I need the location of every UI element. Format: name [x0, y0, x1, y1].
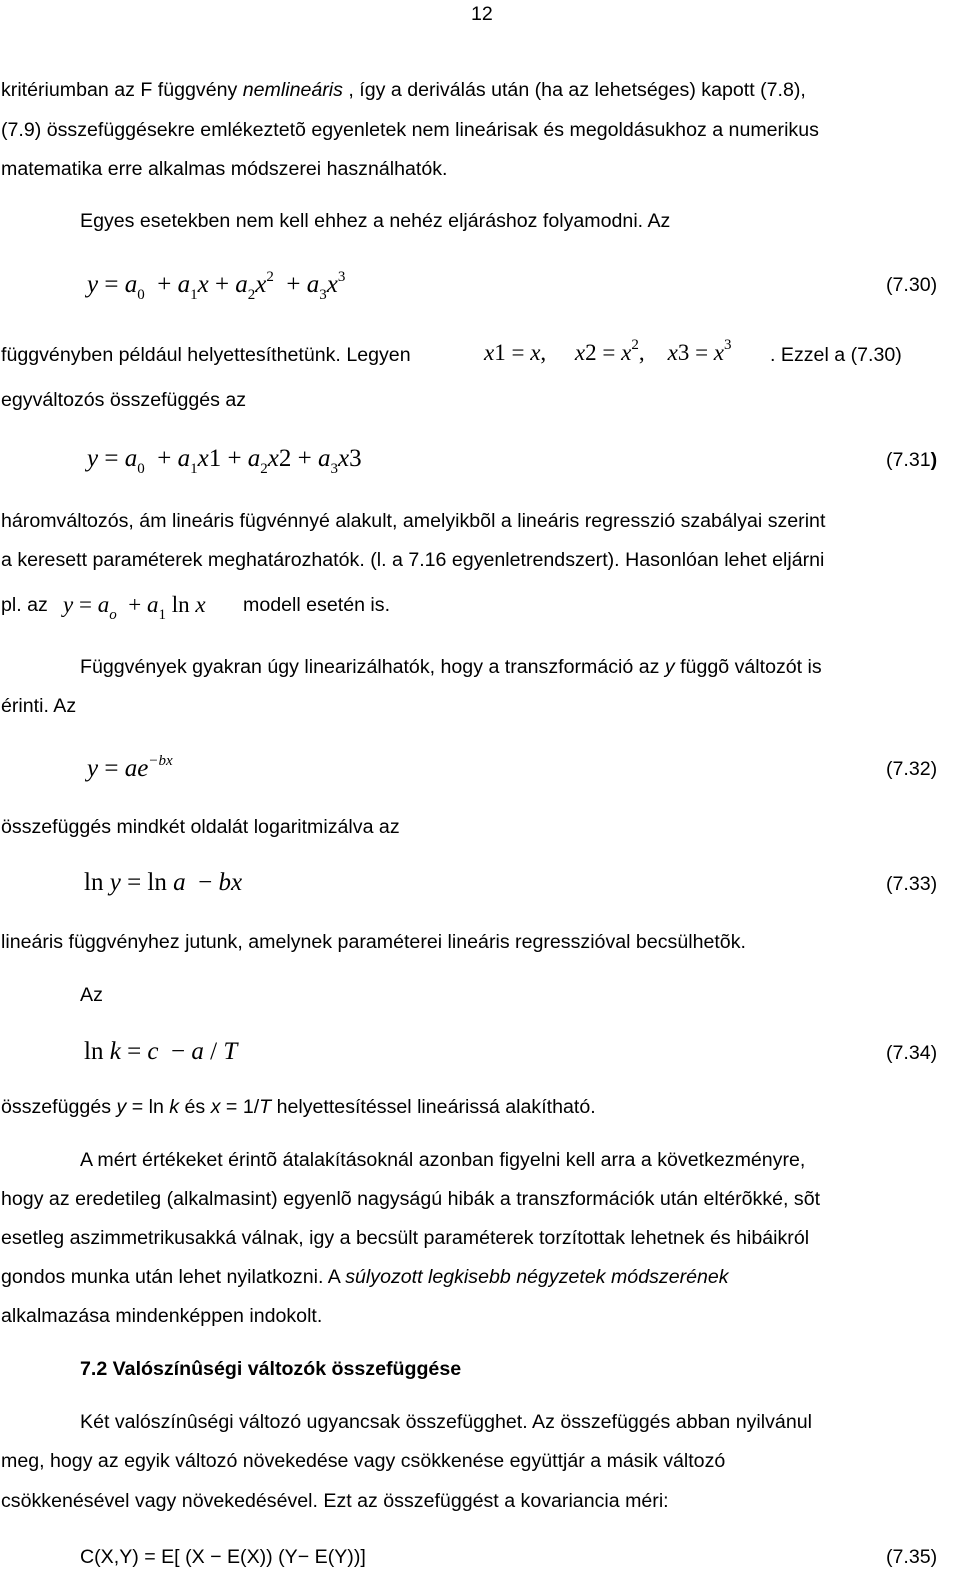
equation-7-33: ln y = ln a − bx [84, 869, 243, 896]
paragraph-line: hogy az eredetileg (alkalmasint) egyenlõ nagyságú hibák a transzformációk után eltérõkké, sõt [1, 1188, 821, 1210]
equation-number: (7.31) [886, 449, 938, 471]
paragraph-line: (7.9) összefüggésekre emlékeztetõ egyenletek nem lineárisak és megoldásukhoz a numerikus [1, 119, 819, 141]
equation-7-34: ln k = c − a / T [84, 1038, 238, 1065]
equation-7-32: $y = ae^{-bx}$ [87, 753, 173, 782]
paragraph-line: alkalmazása mindenképpen indokolt. [1, 1305, 323, 1327]
paragraph-line: csökkenésével vagy növekedésével. Ezt az összefüggést a kovariancia méri: [1, 1490, 669, 1512]
page-number: 12 [471, 3, 493, 25]
equation-number: (7.34) [886, 1042, 938, 1064]
paragraph-line: egyváltozós összefüggés az [1, 389, 247, 411]
paragraph-line: meg, hogy az egyik változó növekedése vagy csökkenése együttjár a másik változó [1, 1450, 726, 1472]
paragraph-line: A mért értékeket érintõ átalakításoknál azonban figyelni kell arra a következményre, [80, 1149, 806, 1171]
paragraph-line: esetleg aszimmetrikusakká válnak, igy a becsült paraméterek torzítottak lehetnek és hibáikról [1, 1227, 810, 1249]
inline-math-log-model: $y = a_o + a_1$ ln x [63, 592, 206, 623]
paragraph-line: kritériumban az F függvény nemlineáris , így a deriválás után (ha az lehetséges) kapott (7.8), [1, 79, 806, 101]
paragraph-line: modell esetén is. [243, 594, 391, 616]
section-heading: 7.2 Valószínûségi változók összefüggése [80, 1358, 462, 1380]
paragraph-line: pl. az [1, 594, 48, 616]
paragraph-line: Egyes esetekben nem kell ehhez a nehéz eljáráshoz folyamodni. Az [80, 210, 671, 232]
equation-7-31: $y = a_0 + a_1x1 + a_2x2 + a_3x3$ [87, 445, 362, 477]
equation-7-30: $y = a_0 + a_1x + a_2x^2 + a_3x^3$ [87, 269, 346, 303]
paragraph-line: Függvények gyakran úgy linearizálhatók, hogy a transzformáció az y függõ változót is [80, 656, 822, 678]
paragraph-line: Az [80, 984, 103, 1006]
equation-number: (7.30) [886, 274, 938, 296]
equation-7-35: C(X,Y) = E[ (X − E(X)) (Y− E(Y))] [80, 1546, 366, 1568]
equation-number: (7.35) [886, 1546, 938, 1568]
inline-math-substitutions: x1 = x, $x2 = x^2$, $x3 = x^3$ [484, 337, 732, 365]
paragraph-line: . Ezzel a (7.30) [770, 344, 902, 366]
paragraph-line: háromváltozós, ám lineáris fügvénnyé alakult, amelyikbõl a lineáris regresszió szabályai szerint [1, 510, 826, 532]
paragraph-line: Két valószínûségi változó ugyancsak összefügghet. Az összefüggés abban nyilvánul [80, 1411, 812, 1433]
equation-number: (7.32) [886, 758, 938, 780]
paragraph-line: összefüggés mindkét oldalát logaritmizálva az [1, 816, 400, 838]
equation-number: (7.33) [886, 873, 938, 895]
paragraph-line: lineáris függvényhez jutunk, amelynek paraméterei lineáris regresszióval becsülhetõk. [1, 931, 746, 953]
paragraph-line: összefüggés y = ln k és x = 1/T helyettesítéssel lineárissá alakítható. [1, 1096, 596, 1118]
paragraph-line: érinti. Az [1, 695, 77, 717]
paragraph-line: függvényben például helyettesíthetünk. Legyen [1, 344, 411, 366]
paragraph-line: gondos munka után lehet nyilatkozni. A súlyozott legkisebb négyzetek módszerének [1, 1266, 729, 1288]
paragraph-line: matematika erre alkalmas módszerei használhatók. [1, 158, 448, 180]
paragraph-line: a keresett paraméterek meghatározhatók. (l. a 7.16 egyenletrendszert). Hasonlóan lehet eljárni [1, 549, 825, 571]
